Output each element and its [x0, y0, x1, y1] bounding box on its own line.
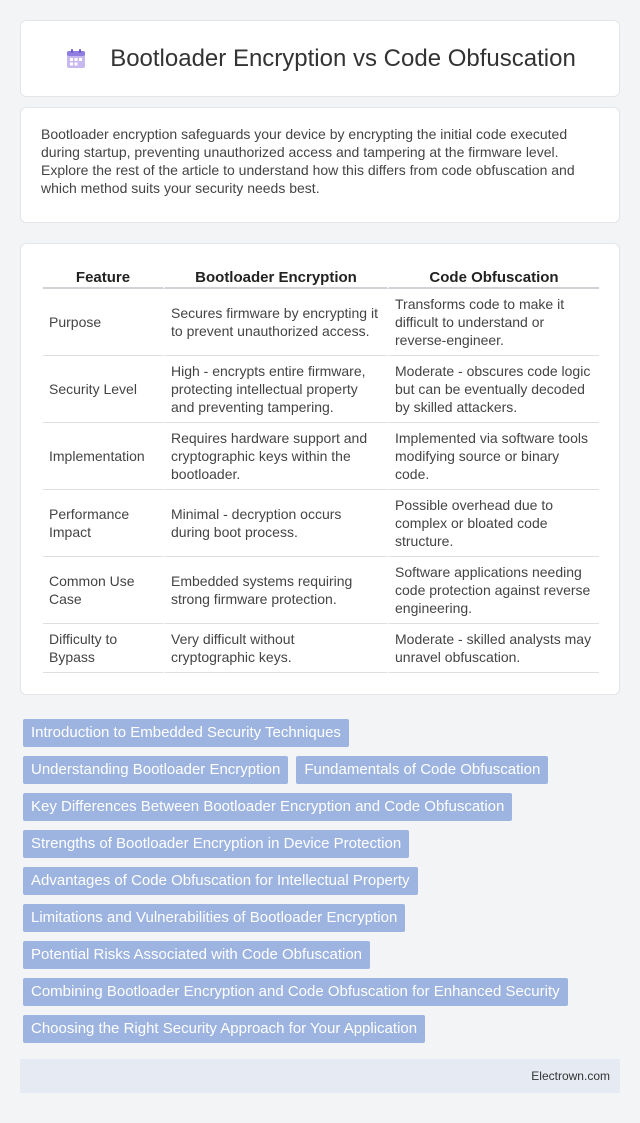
table-cell: Moderate - obscures code logic but can be eventually decoded by skilled attackers. — [387, 356, 599, 423]
topic-tag[interactable]: Understanding Bootloader Encryption — [23, 756, 288, 784]
table-row — [43, 624, 599, 673]
footer — [20, 1059, 620, 1093]
header-feature: Feature — [43, 265, 163, 289]
table-cell: Minimal - decryption occurs during boot process. — [163, 490, 387, 557]
table-cell: Purpose — [43, 289, 163, 356]
table-row — [43, 557, 599, 624]
topic-tag[interactable]: Potential Risks Associated with Code Obfuscation — [23, 941, 370, 969]
table-cell: Software applications needing code protection against reverse engineering. — [387, 557, 599, 624]
header-card — [20, 20, 620, 97]
table-row — [43, 423, 599, 490]
topic-tag[interactable]: Strengths of Bootloader Encryption in Device Protection — [23, 830, 409, 858]
table-cell: Implementation — [43, 423, 163, 490]
table-cell: Requires hardware support and cryptographic keys within the bootloader. — [163, 423, 387, 490]
table-cell: Difficulty to Bypass — [43, 624, 163, 673]
intro-card — [20, 107, 620, 223]
page-title: Bootloader Encryption vs Code Obfuscation — [110, 44, 576, 72]
table-cell: Security Level — [43, 356, 163, 423]
topic-tag[interactable]: Fundamentals of Code Obfuscation — [296, 756, 548, 784]
table-cell: High - encrypts entire firmware, protecting intellectual property and preventing tampering. — [163, 356, 387, 423]
table-header-row — [43, 265, 599, 289]
table-cell: Embedded systems requiring strong firmware protection. — [163, 557, 387, 624]
topic-tag[interactable]: Combining Bootloader Encryption and Code Obfuscation for Enhanced Security — [23, 978, 568, 1006]
table-row — [43, 356, 599, 423]
topic-tag[interactable]: Advantages of Code Obfuscation for Intellectual Property — [23, 867, 418, 895]
topic-tag[interactable]: Introduction to Embedded Security Techniques — [23, 719, 349, 747]
table-cell: Common Use Case — [43, 557, 163, 624]
table-cell: Moderate - skilled analysts may unravel obfuscation. — [387, 624, 599, 673]
table-cell: Secures firmware by encrypting it to prevent unauthorized access. — [163, 289, 387, 356]
related-topics — [23, 719, 623, 1052]
intro-text: Bootloader encryption safeguards your device by encrypting the initial code executed during startup, preventing unauthorized access and tampering at the firmware level. Explore the rest of the article to understand how this differs from code obfuscation and which method suits your security needs best. — [41, 126, 575, 196]
table-cell: Very difficult without cryptographic keys. — [163, 624, 387, 673]
comparison-table — [43, 265, 599, 673]
comparison-table-card — [20, 243, 620, 695]
topic-tag[interactable]: Limitations and Vulnerabilities of Bootloader Encryption — [23, 904, 405, 932]
table-cell: Transforms code to make it difficult to understand or reverse-engineer. — [387, 289, 599, 356]
topic-tag[interactable]: Choosing the Right Security Approach for Your Application — [23, 1015, 425, 1043]
topic-tag[interactable]: Key Differences Between Bootloader Encryption and Code Obfuscation — [23, 793, 512, 821]
table-row — [43, 490, 599, 557]
footer-brand[interactable]: Electrown.com — [531, 1069, 610, 1083]
table-cell: Performance Impact — [43, 490, 163, 557]
header-code-obfuscation: Code Obfuscation — [387, 265, 599, 289]
calendar-icon — [64, 47, 88, 71]
table-cell: Possible overhead due to complex or bloated code structure. — [387, 490, 599, 557]
header-bootloader-encryption: Bootloader Encryption — [163, 265, 387, 289]
table-cell: Implemented via software tools modifying source or binary code. — [387, 423, 599, 490]
table-row — [43, 289, 599, 356]
